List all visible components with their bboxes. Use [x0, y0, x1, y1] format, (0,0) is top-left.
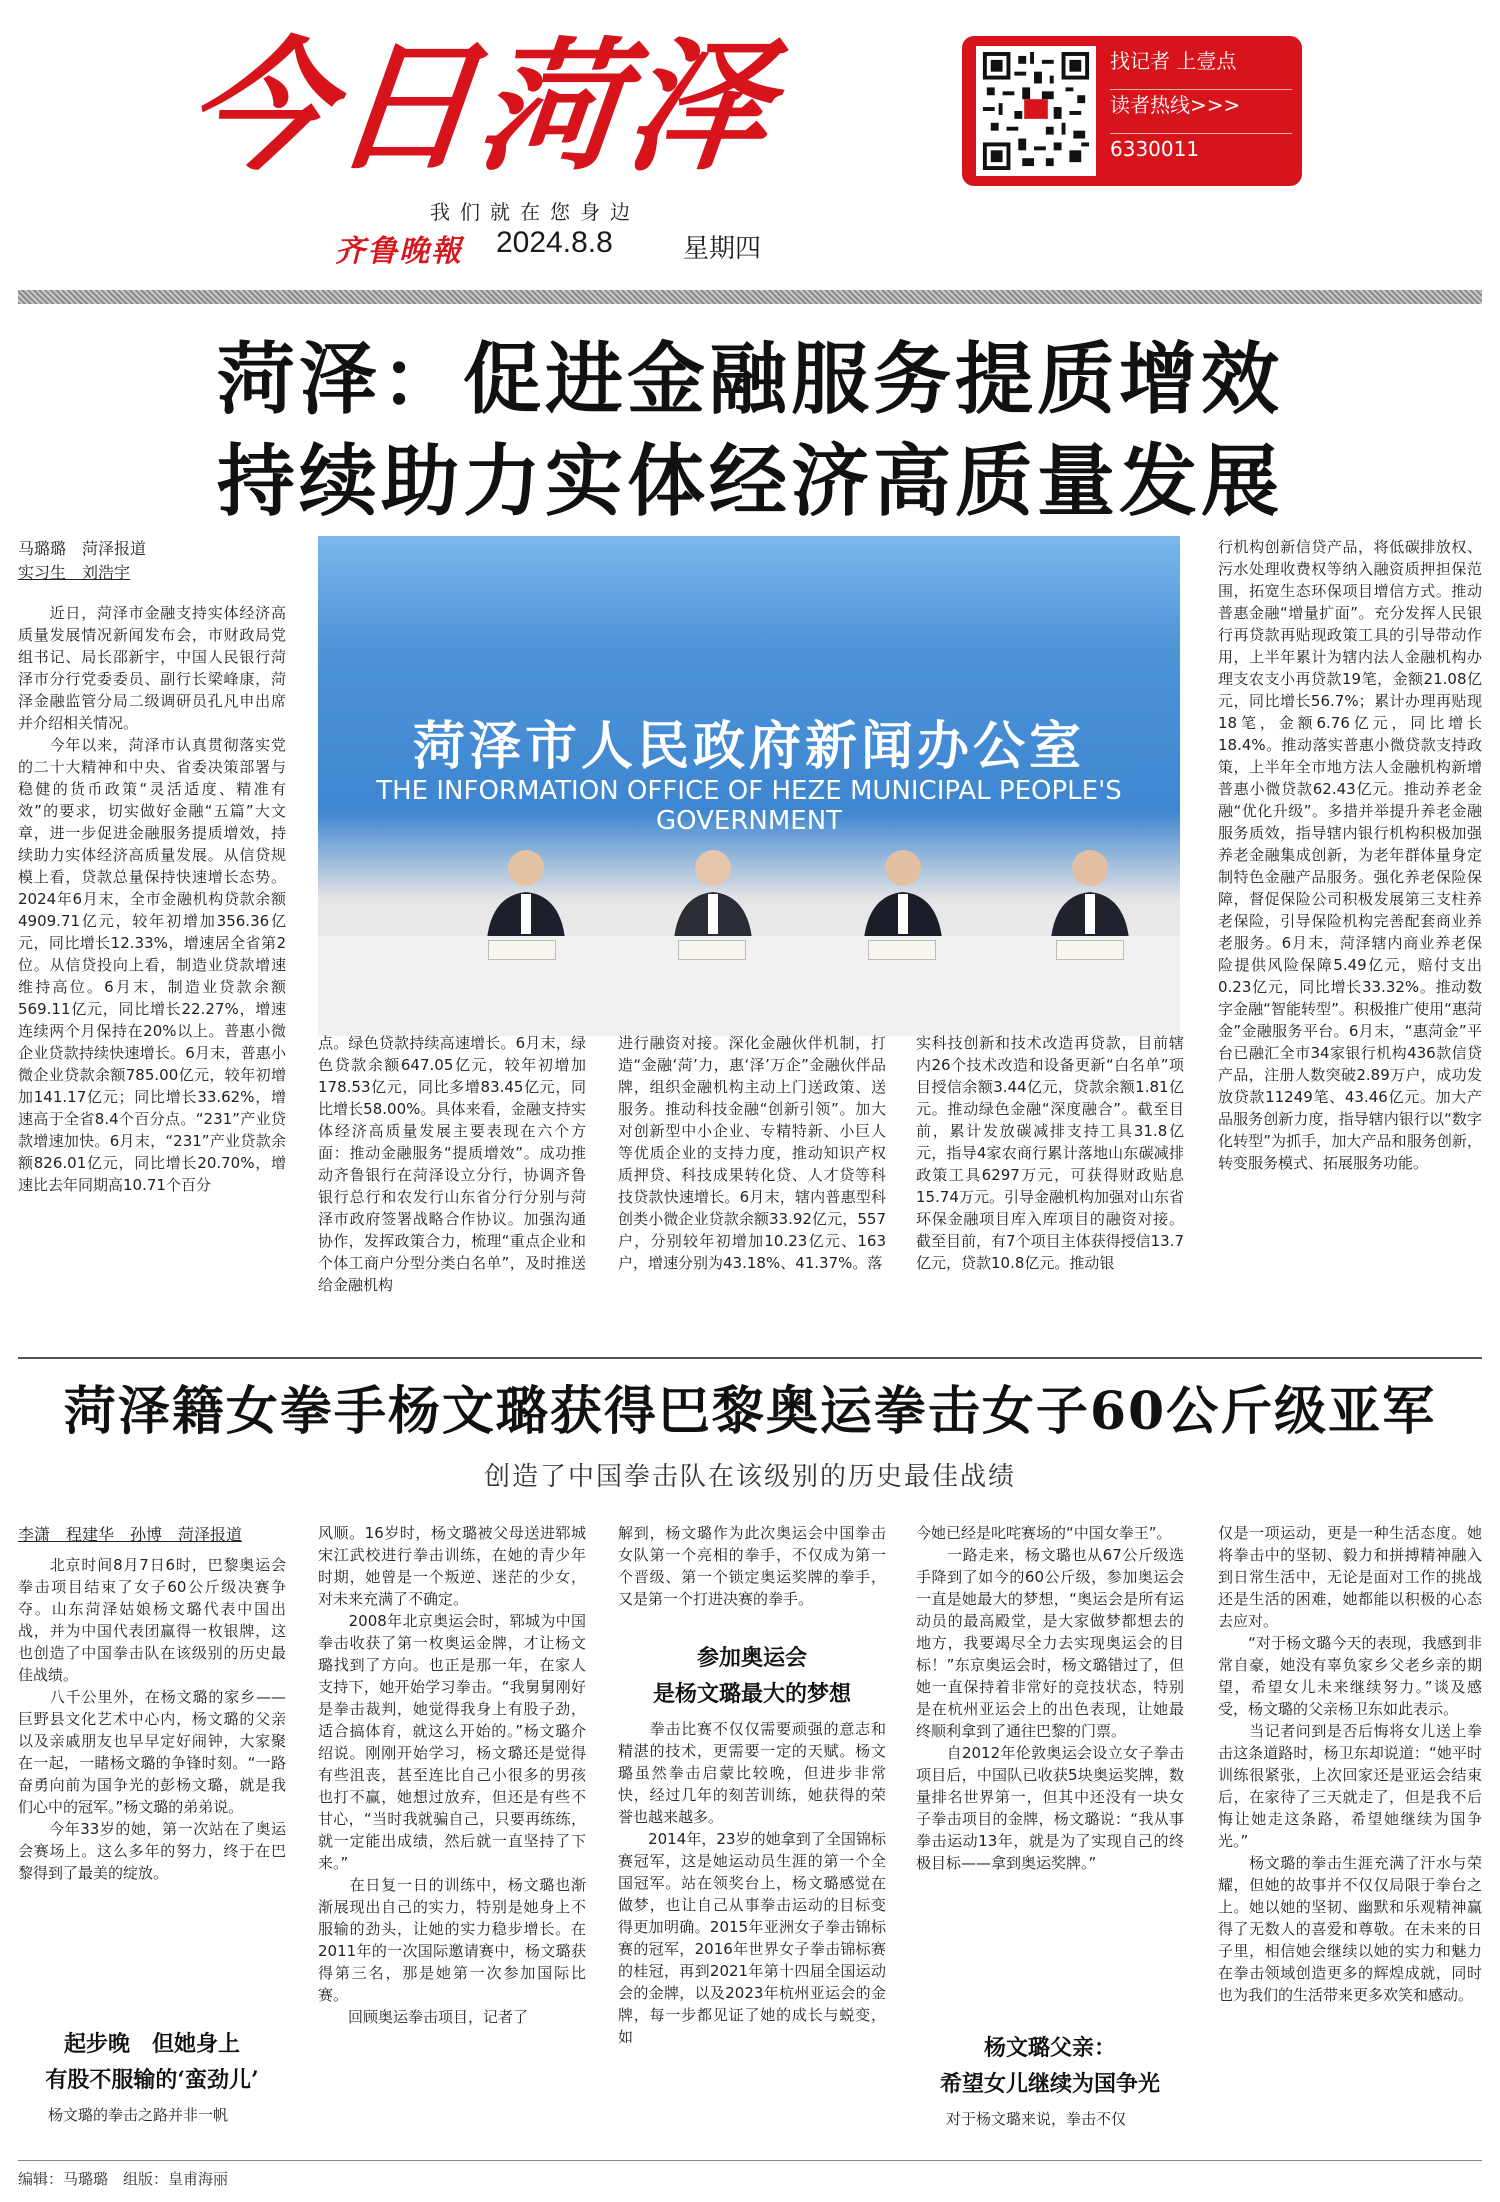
lead-headline-line1: 菏泽：促进金融服务提质增效: [216, 334, 1283, 425]
lead-byline: 马璐璐 菏泽报道: [18, 539, 147, 558]
masthead-divider: [18, 290, 1482, 304]
story-divider: [18, 1357, 1482, 1359]
lead-column-3: 进行融资对接。深化金融伙伴机制，打造“金融‘菏’力，惠‘泽’万企”金融伙伴品牌，组织金融机构主动上门送政策、送服务。推动科技金融“创新引领”。加大对创新型中小企业、专精特新、小巨人等优质企业的支持力度，推动知识产权质押贷、科技成果转化贷、人才贷等科技贷款快速增长。6月末，辖内普惠型科创类小微企业贷款余额33.92亿元，557户，分别较年初增加10.23亿元、163户，增速分别为43.18%、41.37%。落: [618, 1034, 886, 1272]
qr-line-reporter: 找记者 上壹点: [1110, 46, 1292, 90]
second-sidehead-2: 参加奥运会 是杨文璐最大的梦想: [652, 1645, 851, 1707]
second-column-1-tail: 杨文璐的拳击之路并非一帆: [18, 2106, 229, 2124]
lead-column-5: 行机构创新信贷产品，将低碳排放权、污水处理收费权等纳入融资质押担保范围，拓宽生态环保项目增信方式。推动普惠金融“增量扩面”。充分发挥人民银行再贷款再贴现政策工具的引导带动作用，上半年累计为辖内法人金融机构办理支农支小再贷款19笔，金额21.08亿元，同比增长56.7%；累计办理再贴现18笔，金额6.76亿元，同比增长18.4%。推动落实普惠小微贷款支持政策，上半年全市地方法人金融机构新增普惠小微贷款62.43亿元。推动养老金融“优化升级”。多措并举提升养老金融服务质效，指导辖内银行机构积极加强养老金融集成创新，为老年群体量身定制特色金融产品服务。强化养老保险保障，督促保险公司积极发展第三支柱养老保险，引导保险机构完善配套商业养老服务。6月末，菏泽辖内商业养老保险提供风险保障5.49亿元，赔付支出0.23亿元，同比增长33.32%。推动数字金融“智能转型”。积极推广使用“惠菏金”金融服务平台。6月末，“惠菏金”平台已融汇全市34家银行机构436款信贷产品，注册人数突破2.89万户，成功发放贷款11249笔、43.46亿元。加大产品服务创新力度，指导辖内银行以“数字化转型”为抓手，加大产品和服务创新，转变服务模式、拓展服务功能。: [1218, 538, 1482, 1172]
second-headline: 菏泽籍女拳手杨文璐获得巴黎奥运拳击女子60公斤级亚军: [63, 1381, 1437, 1442]
second-sidehead-3: 杨文璐父亲： 希望女儿继续为国争光: [939, 2035, 1160, 2097]
lead-column-1: 近日，菏泽市金融支持实体经济高质量发展情况新闻发布会，市财政局党组书记、局长邵新宇，中国人民银行菏泽市分行党委委员、副行长梁峰康，菏泽金融监管分局二级调研员孔凡申出席并介绍相关情况。 今年以来，菏泽市认真贯彻落实党的二十大精神和中央、省委决策部署与稳健的货币政策“灵活适度、精准有效”的要求，切实做好金融“五篇”大文章，进一步促进金融服务提质增效，持续助力实体经济高质量发展。从信贷规模上看，贷款总量保持快速增长态势。2024年6月末，全市金融机构贷款余额4909.71亿元，较年初增加356.36亿元，同比增长12.33%，增速居全省第2位。从信贷投向上看，制造业贷款增速维持高位。6月末，制造业贷款余额569.11亿元，同比增长22.27%，增速连续两个月保持在20%以上。普惠小微企业贷款持续快速增长。6月末，普惠小微企业贷款余额785.00亿元，较年初增加141.17亿元；同比增长33.62%，增速高于全省8.4个百分点。“231”产业贷款增速加快。6月末，“231”产业贷款余额826.01亿元，同比增长20.70%，增速比去年同期高10.71个百分: [18, 604, 286, 1194]
nameplate-1: [488, 940, 556, 960]
press-conference-photo: [318, 536, 1180, 1036]
nameplate-4: [1056, 940, 1124, 960]
footer-divider: [18, 2160, 1482, 2161]
qr-line-hotline-number: 6330011: [1110, 137, 1200, 161]
second-column-3-top: 解到，杨文璐作为此次奥运会中国拳击女队第一个亮相的拳手，不仅成为第一个晋级、第一个锁定奥运奖牌的拳手，又是第一个打进决赛的拳手。: [618, 1524, 886, 1608]
conference-table: [318, 936, 1180, 1036]
second-byline: 李潇 程建华 孙博 菏泽报道: [18, 1525, 243, 1544]
second-column-4-tail: 对于杨文璐来说，拳击不仅: [916, 2110, 1127, 2128]
issue-date: 2024.8.8: [496, 226, 613, 259]
masthead-logo: 今日菏泽: [179, 25, 781, 190]
lead-column-2: 点。绿色贷款持续高速增长。6月末，绿色贷款余额647.05亿元，较年初增加178.53亿元，同比多增83.45亿元，同比增长58.00%。具体来看，金融支持实体经济高质量发展主要表现在六个方面：推动金融服务“提质增效”。成功推动齐鲁银行在菏泽设立分行，协调齐鲁银行总行和农发行山东省分行分别与菏泽市政府签署战略合作协议。加强沟通协作，发挥政策合力，梳理“重点企业和个体工商户分型分类白名单”，及时推送给金融机构: [318, 1034, 586, 1294]
qr-code-graphic: [982, 52, 1090, 170]
qr-line-hotline-label: 读者热线>>>: [1110, 90, 1292, 134]
issue-weekday: 星期四: [683, 234, 762, 264]
nameplate-2: [678, 940, 746, 960]
qr-panel: [962, 36, 1302, 186]
second-column-5: 仅是一项运动，更是一种生活态度。她将拳击中的坚韧、毅力和拼搏精神融入到日常生活中，无论是面对工作的挑战还是生活的困难，她都能以积极的心态去应对。 “对于杨文璐今天的表现，我感到非常自豪，她没有辜负家乡父老乡亲的期望，希望女儿未来继续努力。”谈及感受，杨文璐的父亲杨卫东如此表示。 当记者问到是否后悔将女儿送上拳击这条道路时，杨卫东却说道：“她平时训练很紧张，上次回家还是亚运会结束后，在家待了三天就走了，但是我不后悔让她走这条路，希望她继续为国争光。” 杨文璐的拳击生涯充满了汗水与荣耀，但她的故事并不仅仅局限于拳台之上。她以她的坚韧、幽默和乐观精神赢得了无数人的喜爱和尊敬。在未来的日子里，相信她会继续以她的实力和魅力在拳击领域创造更多的辉煌成就，同时也为我们的生活带来更多欢笑和感动。: [1218, 1524, 1482, 2004]
lead-headline-line2: 持续助力实体经济高质量发展: [216, 436, 1283, 527]
editor-credit: 编辑：马璐璐 组版：皇甫海丽: [18, 2170, 229, 2188]
lead-column-4: 实科技创新和技术改造再贷款，目前辖内26个技术改造和设备更新“白名单”项目授信余额3.44亿元，贷款余额1.81亿元。推动绿色金融“深度融合”。截至目前，累计发放碳减排支持工具31.8亿元，指导4家农商行累计落地山东碳减排政策工具6297万元，可获得财政贴息15.74万元。引导金融机构加强对山东省环保金融项目库入库项目的融资对接。截至目前，有7个项目主体获得授信13.7亿元，贷款10.8亿元。推动银: [916, 1034, 1184, 1272]
second-column-4: 今她已经是叱咤赛场的“中国女拳王”。 一路走来，杨文璐也从67公斤级选手降到了如今的60公斤级，参加奥运会一直是她最大的梦想，“奥运会是所有运动员的最高殿堂，是大家做梦都想去的地方，我要竭尽全力去实现奥运会的目标！”东京奥运会时，杨文璐错过了，但她一直保持着非常好的竞技状态，特别是在杭州亚运会上的出色表现，让她最终顺利拿到了通往巴黎的门票。 自2012年伦敦奥运会设立女子拳击项目后，中国队已收获5块奥运奖牌，数量排名世界第一，但其中还没有一块女子拳击项目的金牌，杨文璐说：“我从事拳击运动13年，就是为了实现自己的终极目标——拿到奥运奖牌。”: [916, 1524, 1184, 1872]
photo-banner-cn: 菏泽市人民政府新闻办公室: [412, 717, 1085, 777]
second-column-2: 风顺。16岁时，杨文璐被父母送进郓城宋江武校进行拳击训练，在她的青少年时期，她曾是一个叛逆、迷茫的少女，对未来充满了不确定。 2008年北京奥运会时，郓城为中国拳击收获了第一枚奥运金牌，才让杨文璐找到了方向。也正是那一年，在家人支持下，她开始学习拳击。“我舅舅刚好是拳击裁判，她觉得我身上有股子劲，适合搞体育，就这么开始的。”杨文璐介绍说。刚刚开始学习，杨文璐还是觉得有些沮丧，甚至连比自己小很多的男孩也打不赢，她想过放弃，但还是有些不甘心，“当时我就骗自己，只要再练练，就一定能出成绩，然后就一直坚持了下来。” 在日复一日的训练中，杨文璐也渐渐展现出自己的实力，特别是她身上不服输的劲头，让她的实力稳步增长。在2011年的一次国际邀请赛中，杨文璐获得第三名，那是她第一次参加国际比赛。 回顾奥运拳击项目，记者了: [318, 1524, 586, 2026]
second-column-1: 北京时间8月7日6时，巴黎奥运会拳击项目结束了女子60公斤级决赛争夺。山东菏泽姑娘杨文璐代表中国出战，并为中国代表团赢得一枚银牌，这也创造了中国拳击队在该级别的历史最佳战绩。 八千公里外，在杨文璐的家乡——巨野县文化艺术中心内，杨文璐的父亲以及亲戚朋友也早早定好闹钟，大家聚在一起，一睹杨文璐的争锋时刻。“一路奋勇向前为国争光的彭杨文璐，就是我们心中的冠军。”杨文璐的弟弟说。 今年33岁的她，第一次站在了奥运会赛场上。这么多年的努力，终于在巴黎得到了最美的绽放。: [18, 1556, 286, 1882]
nameplate-3: [868, 940, 936, 960]
masthead-slogan: 我们就在您身边: [430, 200, 640, 224]
second-subhead: 创造了中国拳击队在该级别的历史最佳战绩: [483, 1462, 1016, 1492]
photo-banner-en: THE INFORMATION OFFICE OF HEZE MUNICIPAL PEOPLE'S GOVERNMENT: [376, 776, 1122, 836]
lead-byline-intern: 实习生 刘浩宇: [18, 563, 131, 582]
second-column-3: 拳击比赛不仅仅需要顽强的意志和精湛的技术，更需要一定的天赋。杨文璐虽然拳击启蒙比较晚，但进步非常快，经过几年的刻苦训练，她获得的荣誉也越来越多。 2014年，23岁的她拿到了全国锦标赛冠军，这是她运动员生涯的第一个全国冠军。站在领奖台上，杨文璐感觉在做梦，也让自己从事拳击运动的目标变得更加明确。2015年亚洲女子拳击锦标赛的冠军，2016年世界女子拳击锦标赛的桂冠，再到2021年第十四届全国运动会的金牌，以及2023年杭州亚运会的金牌，每一步都见证了她的成长与蜕变，如: [618, 1720, 886, 2046]
qr-code-icon[interactable]: [976, 46, 1096, 176]
brand-name: 齐鲁晚報: [335, 234, 463, 269]
second-sidehead-1: 起步晚 但她身上 有股不服输的‘蛮劲儿’: [45, 2031, 259, 2093]
